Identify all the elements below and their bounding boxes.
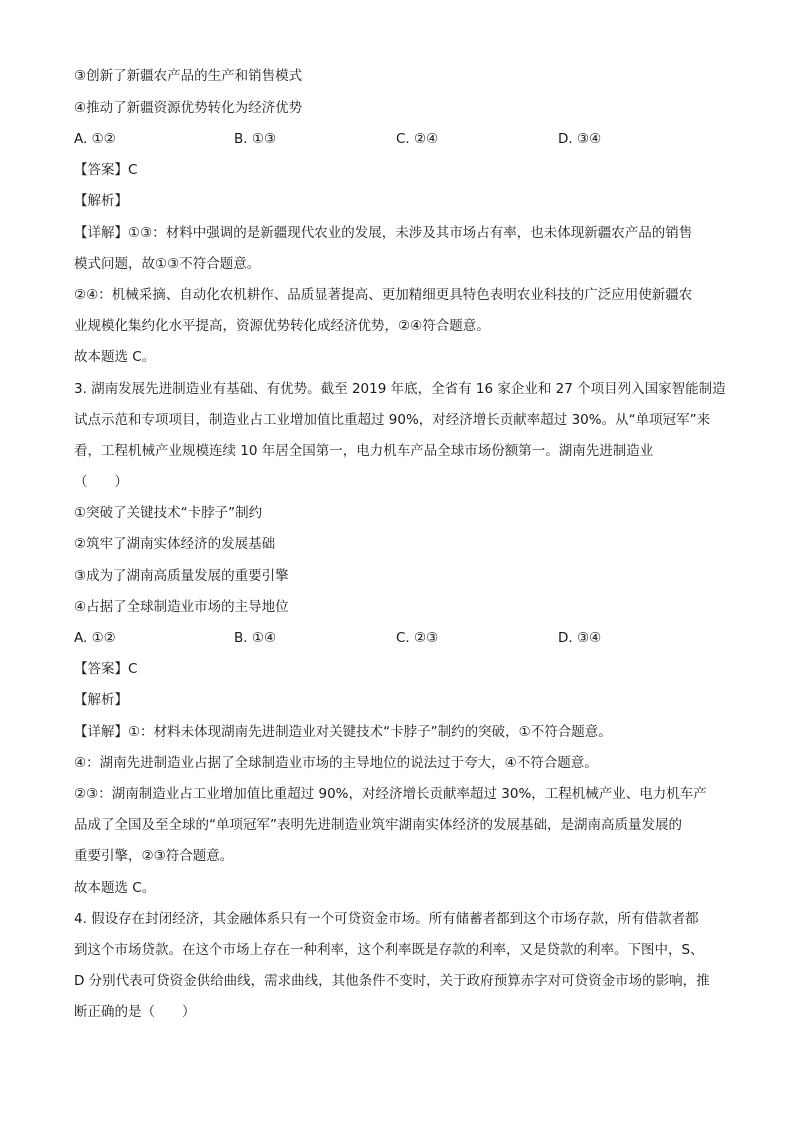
q3-statement-4: ④占据了全球制造业市场的主导地位	[74, 599, 289, 615]
q3-options-row	[74, 628, 724, 648]
question-4-line-4: 断正确的是（ ）	[74, 1004, 196, 1020]
question-3-line-2: 试点示范和专项项目，制造业占工业增加值比重超过 90%，对经济增长贡献率超过 30%。从“单项冠军”来	[74, 412, 711, 428]
q3-analysis-label: 【解析】	[74, 692, 128, 708]
question-4-line-2: 到这个市场贷款。在这个市场上存在一种利率，这个利率既是存款的利率，又是贷款的利率。下图中，S、	[74, 942, 704, 958]
options-row	[74, 129, 724, 149]
question-4-line-1: 4. 假设存在封闭经济，其金融体系只有一个可贷资金市场。所有储蓄者都到这个市场存款，所有借款者都	[74, 911, 699, 927]
detail-line-4: 业规模化集约化水平提高，资源优势转化成经济优势，②④符合题意。	[74, 318, 490, 334]
detail-line-1: 【详解】①③：材料中强调的是新疆现代农业的发展，未涉及其市场占有率，也未体现新疆农产品的销售	[74, 225, 693, 241]
analysis-label: 【解析】	[74, 193, 128, 209]
q3-statement-1: ①突破了关键技术“卡脖子”制约	[74, 505, 263, 521]
question-3-blank: （ ）	[74, 474, 128, 490]
conclusion-line: 故本题选 C。	[74, 349, 156, 365]
q3-option-c: C. ②③	[396, 630, 439, 646]
q3-option-d: D. ③④	[558, 630, 602, 646]
q3-detail-line-1: 【详解】①：材料未体现湖南先进制造业对关键技术“卡脖子”制约的突破，①不符合题意。	[74, 724, 612, 740]
q3-detail-line-2: ④：湖南先进制造业占据了全球制造业市场的主导地位的说法过于夸大，④不符合题意。	[74, 755, 598, 771]
question-3-line-1: 3. 湖南发展先进制造业有基础、有优势。截至 2019 年底，全省有 16 家企业和 27 个项目列入国家智能制造	[74, 381, 726, 397]
q3-statement-2: ②筑牢了湖南实体经济的发展基础	[74, 536, 276, 552]
statement-4: ④推动了新疆资源优势转化为经济优势	[74, 100, 303, 116]
detail-line-2: 模式问题，故①③不符合题意。	[74, 256, 261, 272]
option-a: A. ①②	[74, 131, 116, 147]
q3-detail-line-4: 品成了全国及至全球的“单项冠军”表明先进制造业筑牢湖南实体经济的发展基础，是湖南高质量发展的	[74, 817, 682, 833]
q3-option-b: B. ①④	[234, 630, 277, 646]
q3-conclusion-line: 故本题选 C。	[74, 880, 156, 896]
q3-statement-3: ③成为了湖南高质量发展的重要引擎	[74, 568, 289, 584]
question-3-line-3: 看，工程机械产业规模连续 10 年居全国第一，电力机车产品全球市场份额第一。湖南先进制造业	[74, 443, 654, 459]
option-b: B. ①③	[234, 131, 277, 147]
q3-option-a: A. ①②	[74, 630, 116, 646]
detail-line-3: ②④：机械采摘、自动化农机耕作、品质显著提高、更加精细更具特色表明农业科技的广泛应用使新疆农	[74, 287, 693, 303]
q3-answer-line: 【答案】C	[74, 661, 138, 677]
q3-detail-line-5: 重要引擎，②③符合题意。	[74, 848, 234, 864]
statement-3: ③创新了新疆农产品的生产和销售模式	[74, 68, 303, 84]
question-4-line-3: D 分别代表可贷资金供给曲线，需求曲线，其他条件不变时，关于政府预算赤字对可贷资金市场的影响，推	[74, 973, 710, 989]
q3-detail-line-3: ②③：湖南制造业占工业增加值比重超过 90%，对经济增长贡献率超过 30%，工程机械产业、电力机车产	[74, 786, 707, 802]
option-c: C. ②④	[396, 131, 439, 147]
option-d: D. ③④	[558, 131, 602, 147]
answer-line: 【答案】C	[74, 162, 138, 178]
